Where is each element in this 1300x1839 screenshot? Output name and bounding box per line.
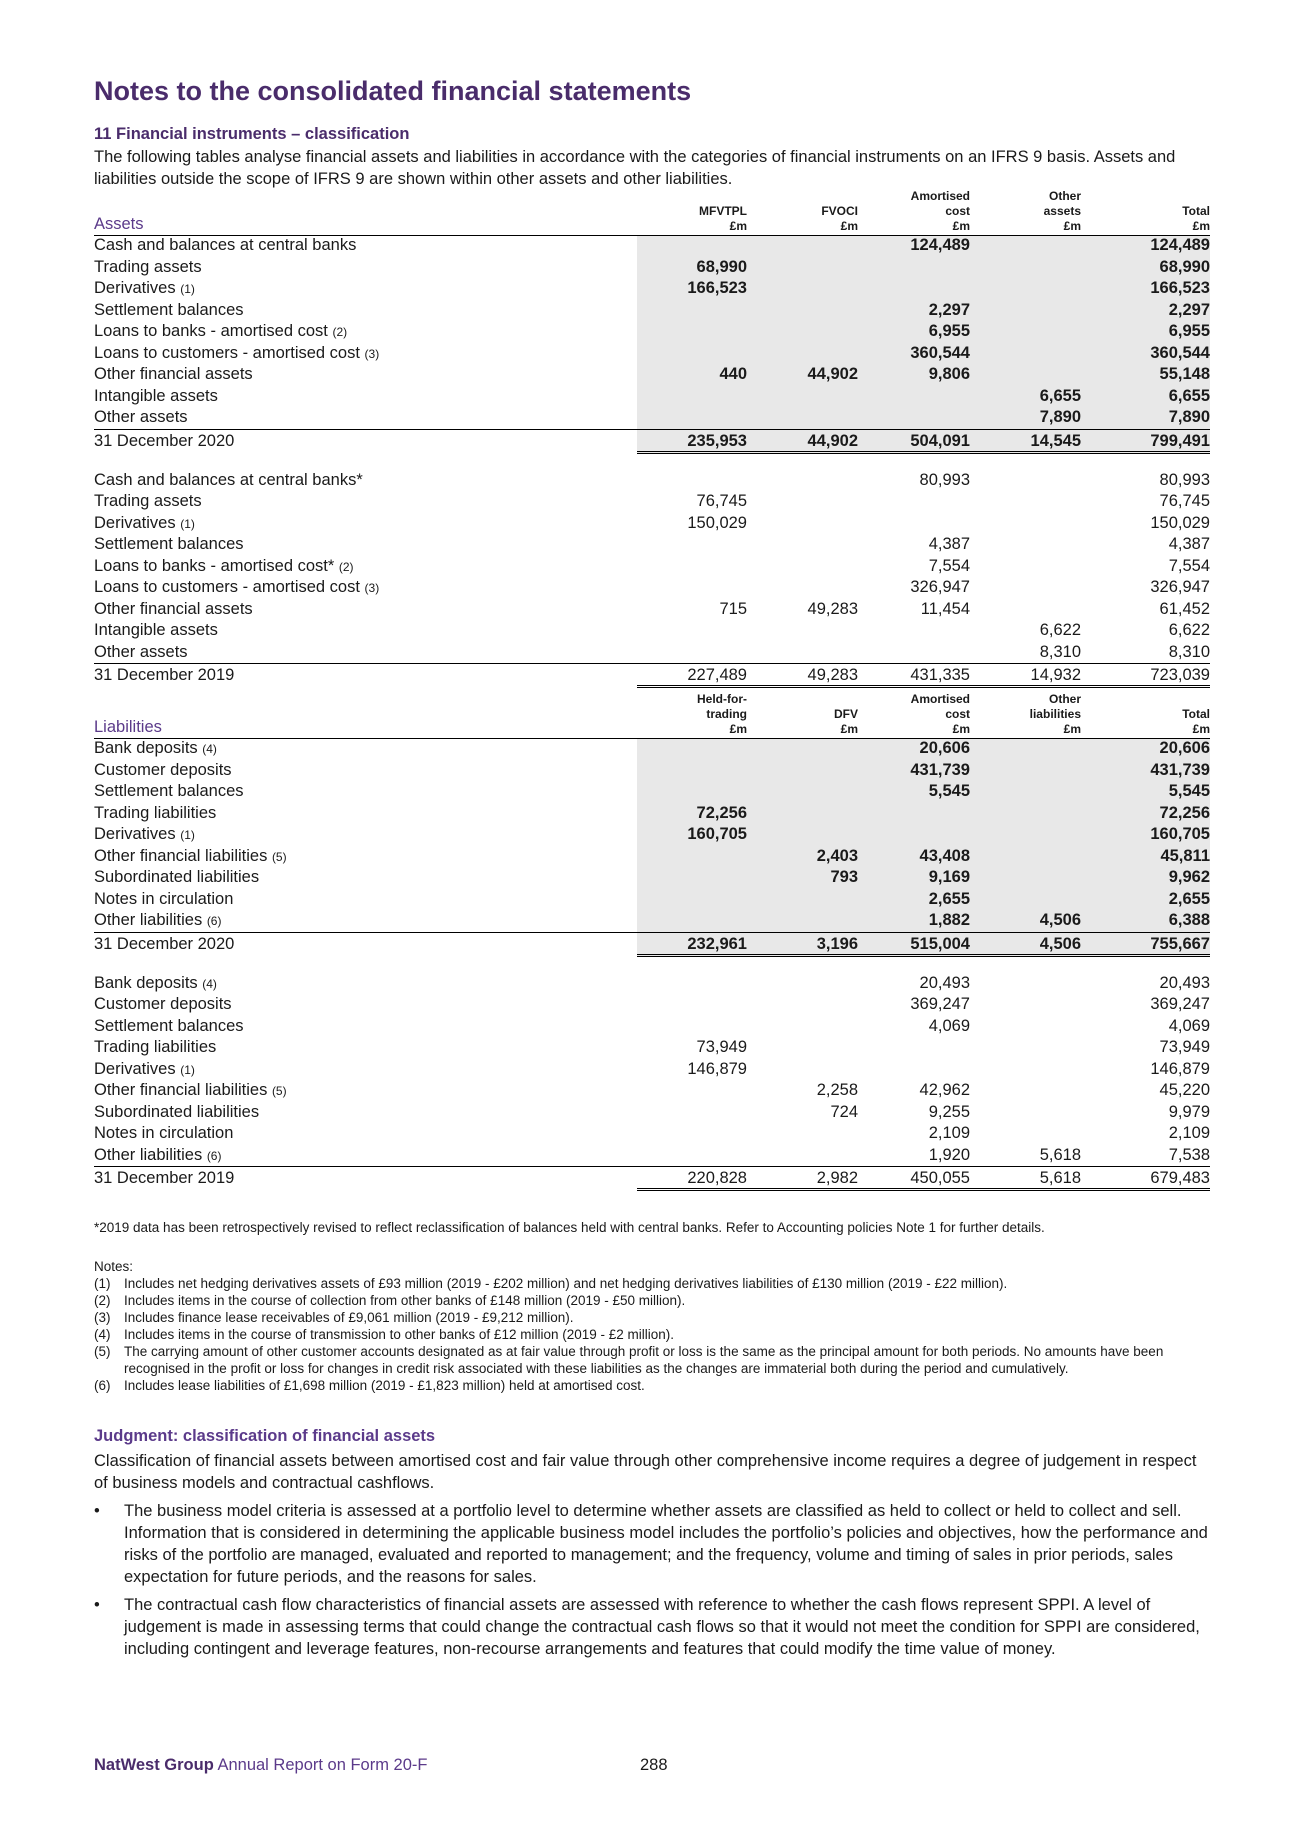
total-value: 679,483 bbox=[1150, 1169, 1210, 1187]
restatement-note: *2019 data has been retrospectively revised to reflect reclassification of balances held with central banks. Refer to Accounting policies Note 1 for further details. bbox=[94, 1220, 1045, 1235]
total-value: 450,055 bbox=[910, 1169, 970, 1187]
note-ref: (1) bbox=[180, 1062, 195, 1077]
cell-value: 20,493 bbox=[919, 973, 970, 992]
note-item bbox=[94, 1292, 1210, 1309]
total-value: 14,545 bbox=[1030, 431, 1081, 450]
notes-section bbox=[94, 1258, 1210, 1394]
cell-value: 9,962 bbox=[1168, 868, 1210, 886]
note-key: (1) bbox=[94, 1276, 111, 1291]
column-header: Amortised cost £m bbox=[910, 692, 970, 736]
row-label-text: Other financial liabilities bbox=[94, 846, 268, 865]
row-label bbox=[94, 599, 253, 621]
note-key: (5) bbox=[94, 1344, 111, 1359]
row-label bbox=[94, 364, 253, 386]
note-ref: (1) bbox=[180, 828, 195, 842]
total-label: 31 December 2019 bbox=[94, 1169, 235, 1187]
table-row bbox=[94, 1059, 1210, 1081]
row-label-text: Bank deposits bbox=[94, 739, 198, 757]
table-row bbox=[94, 513, 1210, 535]
total-label: 31 December 2019 bbox=[94, 666, 235, 684]
cell-value: 6,622 bbox=[1168, 621, 1210, 639]
row-label-text: Customer deposits bbox=[94, 760, 232, 779]
cell-value: 6,388 bbox=[1168, 911, 1210, 929]
total-row bbox=[94, 1166, 1210, 1190]
row-label-text: Settlement balances bbox=[94, 535, 244, 553]
note-ref: (4) bbox=[202, 976, 217, 991]
cell-value: 61,452 bbox=[1159, 599, 1210, 618]
total-value: 49,283 bbox=[807, 666, 858, 684]
cell-value: 1,882 bbox=[928, 911, 970, 929]
row-label bbox=[94, 889, 233, 911]
row-label-text: Loans to banks - amortised cost* bbox=[94, 556, 335, 575]
bullet-icon: • bbox=[94, 1502, 100, 1520]
table-row bbox=[94, 973, 1210, 995]
bullet-text: The business model criteria is assessed at a portfolio level to determine whether assets are classified as held to collect or held to collect and sell. Information that is considered in determining the applicable business model includes the portfolio’s policies and objectives, how the performance and risks of the portfolio are managed, evaluated and reported to management; and the frequency, volume and timing of sales in prior periods, sales expectation for future periods, and the reasons for sales. bbox=[124, 1502, 1208, 1586]
row-label bbox=[94, 642, 188, 664]
cell-value: 8,310 bbox=[1039, 642, 1081, 661]
judgment-bullets bbox=[94, 1500, 1210, 1660]
cell-value: 76,745 bbox=[1159, 492, 1210, 510]
page-number: 288 bbox=[640, 1756, 668, 1774]
row-label bbox=[94, 760, 232, 782]
row-label bbox=[94, 278, 195, 301]
notes-list bbox=[94, 1275, 1210, 1394]
table-category: Liabilities bbox=[94, 718, 162, 736]
cell-value: 4,387 bbox=[928, 535, 970, 553]
cell-value: 326,947 bbox=[910, 578, 970, 596]
cell-value: 160,705 bbox=[687, 825, 747, 843]
cell-value: 43,408 bbox=[919, 846, 970, 865]
total-underline bbox=[637, 1188, 1210, 1191]
judgment-bullet bbox=[94, 1594, 1210, 1660]
bullet-text: The contractual cash flow characteristics of financial assets are assessed with reference to whether the cash flows represent SPPI. A level of judgement is made in assessing terms that could change the contractual cash flows so that it would not meet the condition for SPPI are considered, including contingent and leverage features, non-recourse arrangements and features that could modify the time value of money. bbox=[124, 1596, 1200, 1658]
judgment-paragraph: Classification of financial assets between amortised cost and fair value through other comprehensive income requires a degree of judgement in respect of business models and contractual cashflows. bbox=[94, 1452, 1197, 1492]
row-label-text: Bank deposits bbox=[94, 973, 198, 992]
row-label bbox=[94, 386, 218, 408]
page-footer bbox=[94, 1756, 668, 1775]
row-label-text: Settlement balances bbox=[94, 782, 244, 800]
footer-brand: NatWest Group bbox=[94, 1756, 214, 1774]
total-value: 2,982 bbox=[816, 1169, 858, 1187]
total-row bbox=[94, 932, 1210, 956]
row-label-text: Other liabilities bbox=[94, 1145, 203, 1164]
row-label-text: Other assets bbox=[94, 408, 188, 426]
column-header: MFVTPL £m bbox=[699, 204, 747, 233]
judgment-title: Judgment: classification of financial assets bbox=[94, 1427, 436, 1445]
cell-value: 6,955 bbox=[928, 322, 970, 340]
row-label-text: Notes in circulation bbox=[94, 1124, 234, 1142]
note-item bbox=[94, 1326, 1210, 1343]
note-text: The carrying amount of other customer accounts designated as at fair value through profit or loss is the same as the principal amount for both periods. No amounts have been recognised in the profit or loss for changes in credit risk associated with these liabilities as the changes are immaterial both during the period and cumulatively. bbox=[124, 1344, 1164, 1376]
row-label-text: Settlement balances bbox=[94, 300, 244, 319]
row-label-text: Notes in circulation bbox=[94, 889, 234, 908]
notes-heading: Notes: bbox=[94, 1259, 134, 1274]
row-label bbox=[94, 846, 287, 869]
row-label bbox=[94, 1080, 287, 1103]
note-text: Includes net hedging derivatives assets of £93 million (2019 - £202 million) and net hedging derivatives liabilities of £130 million (2019 - £22 million). bbox=[124, 1276, 1008, 1291]
table-row bbox=[94, 824, 1210, 846]
total-value: 431,335 bbox=[910, 666, 970, 684]
note-text: Includes lease liabilities of £1,698 million (2019 - £1,823 million) held at amortised cost. bbox=[124, 1378, 645, 1393]
note-ref: (2) bbox=[338, 559, 354, 574]
cell-value: 7,890 bbox=[1168, 408, 1210, 426]
row-label-text: Customer deposits bbox=[94, 995, 232, 1013]
cell-value: 7,538 bbox=[1168, 1145, 1210, 1164]
table-row bbox=[94, 278, 1210, 300]
row-label bbox=[94, 620, 218, 642]
row-label bbox=[94, 973, 217, 996]
cell-value: 6,622 bbox=[1039, 621, 1081, 639]
note-ref: (4) bbox=[202, 742, 217, 756]
row-label-text: Loans to customers - amortised cost bbox=[94, 343, 360, 362]
cell-value: 8,310 bbox=[1168, 642, 1210, 661]
table-row bbox=[94, 781, 1210, 803]
row-label-text: Trading assets bbox=[94, 492, 202, 510]
cell-value: 5,545 bbox=[928, 782, 970, 800]
note-ref: (6) bbox=[206, 914, 222, 928]
page-title: Notes to the consolidated financial statements bbox=[94, 76, 692, 106]
cell-value: 73,949 bbox=[696, 1038, 747, 1056]
cell-value: 124,489 bbox=[910, 236, 970, 254]
row-label bbox=[94, 910, 221, 933]
cell-value: 6,955 bbox=[1168, 322, 1210, 340]
row-label bbox=[94, 300, 244, 322]
cell-value: 431,739 bbox=[1150, 760, 1210, 779]
row-label-text: Trading liabilities bbox=[94, 1038, 217, 1056]
note-text: Includes items in the course of collection from other banks of £148 million (2019 - £50 million). bbox=[124, 1293, 686, 1308]
note-ref: (1) bbox=[180, 516, 195, 531]
cell-value: 2,109 bbox=[1168, 1124, 1210, 1142]
cell-value: 4,387 bbox=[1168, 535, 1210, 553]
cell-value: 68,990 bbox=[696, 257, 747, 276]
total-label: 31 December 2020 bbox=[94, 431, 235, 450]
row-label bbox=[94, 556, 354, 579]
table-row bbox=[94, 364, 1210, 386]
cell-value: 73,949 bbox=[1159, 1038, 1210, 1056]
note-text: Includes items in the course of transmission to other banks of £12 million (2019 - £2 million). bbox=[124, 1327, 675, 1342]
table-row bbox=[94, 620, 1210, 642]
cell-value: 49,283 bbox=[807, 599, 858, 618]
total-value: 5,618 bbox=[1039, 1169, 1081, 1187]
liabilities-table bbox=[94, 692, 1210, 1190]
cell-value: 11,454 bbox=[920, 599, 970, 618]
table-row bbox=[94, 257, 1210, 279]
row-label-text: Other liabilities bbox=[94, 911, 203, 929]
cell-value: 6,655 bbox=[1039, 386, 1081, 405]
cell-value: 9,169 bbox=[928, 868, 970, 886]
table-row bbox=[94, 889, 1210, 911]
cell-value: 166,523 bbox=[687, 279, 747, 297]
table-row bbox=[94, 321, 1210, 343]
judgment-body bbox=[94, 1450, 1210, 1660]
cell-value: 2,109 bbox=[928, 1124, 970, 1142]
column-header: Other liabilities £m bbox=[1029, 692, 1081, 736]
row-label bbox=[94, 235, 356, 257]
cell-value: 9,979 bbox=[1168, 1102, 1210, 1121]
cell-value: 2,655 bbox=[1168, 889, 1210, 908]
cell-value: 72,256 bbox=[696, 803, 747, 822]
table-row bbox=[94, 1145, 1210, 1167]
note-ref: (3) bbox=[364, 346, 380, 361]
row-label bbox=[94, 1145, 221, 1168]
table-row bbox=[94, 642, 1210, 664]
column-header: Amortised cost £m bbox=[910, 189, 970, 233]
row-label bbox=[94, 803, 216, 825]
cell-value: 42,962 bbox=[919, 1081, 970, 1099]
table-row bbox=[94, 803, 1210, 825]
row-label bbox=[94, 1123, 233, 1145]
cell-value: 715 bbox=[719, 599, 747, 618]
row-label-text: Subordinated liabilities bbox=[94, 1102, 260, 1121]
note-item bbox=[94, 1343, 1210, 1377]
row-label bbox=[94, 994, 232, 1016]
cell-value: 2,297 bbox=[1168, 300, 1210, 319]
note-ref: (1) bbox=[180, 282, 195, 296]
table-row bbox=[94, 556, 1210, 578]
table-row bbox=[94, 577, 1210, 599]
row-label bbox=[94, 407, 188, 429]
total-underline bbox=[637, 451, 1210, 454]
cell-value: 160,705 bbox=[1150, 825, 1210, 843]
cell-value: 146,879 bbox=[687, 1059, 747, 1078]
total-value: 4,506 bbox=[1039, 934, 1081, 953]
row-label bbox=[94, 781, 244, 803]
total-label: 31 December 2020 bbox=[94, 934, 235, 953]
note-ref: (5) bbox=[271, 849, 287, 864]
column-header: Held-for- trading £m bbox=[697, 692, 747, 736]
note-ref: (6) bbox=[206, 1148, 222, 1163]
table-row bbox=[94, 867, 1210, 889]
cell-value: 7,554 bbox=[1168, 556, 1210, 575]
intro-paragraph: The following tables analyse financial assets and liabilities in accordance with the categories of financial instruments on an IFRS 9 basis. Assets and liabilities outside the scope of IFRS 9 are shown within other assets and other liabilities. bbox=[94, 148, 1176, 188]
total-value: 515,004 bbox=[910, 934, 970, 953]
total-value: 723,039 bbox=[1150, 666, 1210, 684]
cell-value: 76,745 bbox=[696, 492, 747, 510]
row-label bbox=[94, 1102, 259, 1124]
row-label bbox=[94, 534, 244, 556]
cell-value: 793 bbox=[830, 868, 858, 886]
cell-value: 360,544 bbox=[910, 343, 970, 362]
row-label bbox=[94, 1016, 244, 1038]
cell-value: 5,545 bbox=[1168, 782, 1210, 800]
cell-value: 4,069 bbox=[928, 1016, 970, 1035]
column-header: Total £m bbox=[1182, 707, 1210, 736]
cell-value: 326,947 bbox=[1150, 578, 1210, 596]
cell-value: 45,811 bbox=[1160, 846, 1210, 865]
column-header: Other assets £m bbox=[1043, 189, 1081, 233]
row-label-text: Intangible assets bbox=[94, 386, 218, 405]
note-key: (2) bbox=[94, 1293, 111, 1308]
cell-value: 68,990 bbox=[1159, 257, 1210, 276]
row-label bbox=[94, 738, 217, 761]
total-row bbox=[94, 663, 1210, 687]
row-label bbox=[94, 867, 259, 889]
total-value: 44,902 bbox=[807, 431, 858, 450]
table-row bbox=[94, 407, 1210, 429]
footer-report: Annual Report on Form 20-F bbox=[213, 1756, 428, 1774]
table-category: Assets bbox=[94, 215, 144, 233]
cell-value: 2,403 bbox=[816, 846, 858, 865]
total-value: 755,667 bbox=[1150, 934, 1210, 953]
row-label-text: Loans to customers - amortised cost bbox=[94, 578, 360, 596]
cell-value: 4,506 bbox=[1039, 911, 1081, 929]
total-underline bbox=[637, 954, 1210, 957]
cell-value: 9,255 bbox=[928, 1102, 970, 1121]
row-label-text: Derivatives bbox=[94, 279, 176, 297]
table-row bbox=[94, 760, 1210, 782]
cell-value: 7,890 bbox=[1039, 408, 1081, 426]
note-key: (4) bbox=[94, 1327, 111, 1342]
table-row bbox=[94, 738, 1210, 760]
table-row bbox=[94, 599, 1210, 621]
cell-value: 55,148 bbox=[1159, 365, 1210, 383]
row-label-text: Derivatives bbox=[94, 825, 176, 843]
cell-value: 20,493 bbox=[1159, 973, 1210, 992]
cell-value: 6,655 bbox=[1168, 386, 1210, 405]
table-row bbox=[94, 910, 1210, 932]
table-row bbox=[94, 491, 1210, 513]
note-ref: (3) bbox=[364, 581, 380, 595]
row-label-text: Intangible assets bbox=[94, 621, 218, 639]
cell-value: 360,544 bbox=[1150, 343, 1210, 362]
table-row bbox=[94, 1037, 1210, 1059]
table-row bbox=[94, 1080, 1210, 1102]
row-label-text: Other financial liabilities bbox=[94, 1081, 268, 1099]
row-label bbox=[94, 257, 202, 279]
cell-value: 2,258 bbox=[816, 1081, 858, 1099]
row-label-text: Subordinated liabilities bbox=[94, 868, 260, 886]
cell-value: 166,523 bbox=[1150, 279, 1210, 297]
bullet-icon: • bbox=[94, 1596, 100, 1614]
total-underline bbox=[637, 685, 1210, 688]
note-item bbox=[94, 1275, 1210, 1292]
total-value: 220,828 bbox=[687, 1169, 747, 1187]
table-row bbox=[94, 343, 1210, 365]
column-header: FVOCI £m bbox=[821, 204, 858, 233]
table-row bbox=[94, 1123, 1210, 1145]
row-label-text: Trading liabilities bbox=[94, 803, 217, 822]
cell-value: 369,247 bbox=[1150, 995, 1210, 1013]
row-label-text: Other financial assets bbox=[94, 599, 253, 618]
note-key: (6) bbox=[94, 1378, 111, 1393]
table-row bbox=[94, 994, 1210, 1016]
row-label bbox=[94, 491, 202, 513]
table-row bbox=[94, 300, 1210, 322]
table-row bbox=[94, 1102, 1210, 1124]
total-value: 799,491 bbox=[1150, 431, 1210, 450]
note-ref: (5) bbox=[271, 1084, 287, 1098]
total-value: 227,489 bbox=[687, 666, 747, 684]
row-label-text: Cash and balances at central banks bbox=[94, 236, 357, 254]
note-key: (3) bbox=[94, 1310, 111, 1325]
row-label-text: Other financial assets bbox=[94, 365, 253, 383]
row-label-text: Trading assets bbox=[94, 257, 202, 276]
row-label-text: Derivatives bbox=[94, 1059, 176, 1078]
cell-value: 20,606 bbox=[1159, 739, 1210, 757]
row-label bbox=[94, 824, 195, 847]
row-label bbox=[94, 577, 379, 600]
cell-value: 45,220 bbox=[1159, 1081, 1210, 1099]
assets-table bbox=[94, 189, 1210, 687]
total-value: 232,961 bbox=[687, 934, 747, 953]
row-label bbox=[94, 1037, 216, 1059]
row-label bbox=[94, 343, 379, 366]
cell-value: 150,029 bbox=[1150, 513, 1210, 532]
cell-value: 724 bbox=[830, 1102, 858, 1121]
row-label bbox=[94, 513, 195, 536]
total-value: 235,953 bbox=[687, 431, 747, 450]
cell-value: 124,489 bbox=[1150, 236, 1210, 254]
table-header bbox=[94, 189, 1210, 235]
row-label bbox=[94, 321, 347, 344]
note-item bbox=[94, 1377, 1210, 1394]
table-row bbox=[94, 1016, 1210, 1038]
judgment-bullet bbox=[94, 1500, 1210, 1588]
table-row bbox=[94, 470, 1210, 492]
cell-value: 2,655 bbox=[928, 889, 970, 908]
row-label-text: Settlement balances bbox=[94, 1016, 244, 1035]
cell-value: 2,297 bbox=[928, 300, 970, 319]
cell-value: 80,993 bbox=[1159, 470, 1210, 489]
row-label bbox=[94, 470, 363, 492]
note-item bbox=[94, 1309, 1210, 1326]
cell-value: 72,256 bbox=[1159, 803, 1210, 822]
cell-value: 9,806 bbox=[928, 365, 970, 383]
cell-value: 44,902 bbox=[807, 365, 858, 383]
column-header: Total £m bbox=[1182, 204, 1210, 233]
cell-value: 4,069 bbox=[1168, 1016, 1210, 1035]
cell-value: 1,920 bbox=[928, 1145, 970, 1164]
cell-value: 80,993 bbox=[919, 470, 970, 489]
total-value: 3,196 bbox=[816, 934, 858, 953]
row-label-text: Cash and balances at central banks* bbox=[94, 470, 363, 489]
table-row bbox=[94, 846, 1210, 868]
total-value: 14,932 bbox=[1030, 666, 1081, 684]
cell-value: 431,739 bbox=[910, 760, 970, 779]
cell-value: 7,554 bbox=[928, 556, 970, 575]
note-text: Includes finance lease receivables of £9,061 million (2019 - £9,212 million). bbox=[124, 1310, 574, 1325]
cell-value: 20,606 bbox=[919, 739, 970, 757]
table-header bbox=[94, 692, 1210, 738]
cell-value: 5,618 bbox=[1039, 1145, 1081, 1164]
table-row bbox=[94, 386, 1210, 408]
table-row bbox=[94, 235, 1210, 257]
note-ref: (2) bbox=[332, 325, 348, 339]
row-label-text: Other assets bbox=[94, 642, 188, 661]
total-row bbox=[94, 429, 1210, 453]
column-header: DFV £m bbox=[834, 707, 858, 736]
row-label-text: Derivatives bbox=[94, 513, 176, 532]
cell-value: 440 bbox=[719, 365, 747, 383]
section-heading: 11 Financial instruments – classification bbox=[94, 125, 410, 143]
cell-value: 146,879 bbox=[1150, 1059, 1210, 1078]
row-label bbox=[94, 1059, 195, 1082]
cell-value: 369,247 bbox=[910, 995, 970, 1013]
table-row bbox=[94, 534, 1210, 556]
total-value: 504,091 bbox=[910, 431, 970, 450]
row-label-text: Loans to banks - amortised cost bbox=[94, 322, 328, 340]
cell-value: 150,029 bbox=[687, 513, 747, 532]
